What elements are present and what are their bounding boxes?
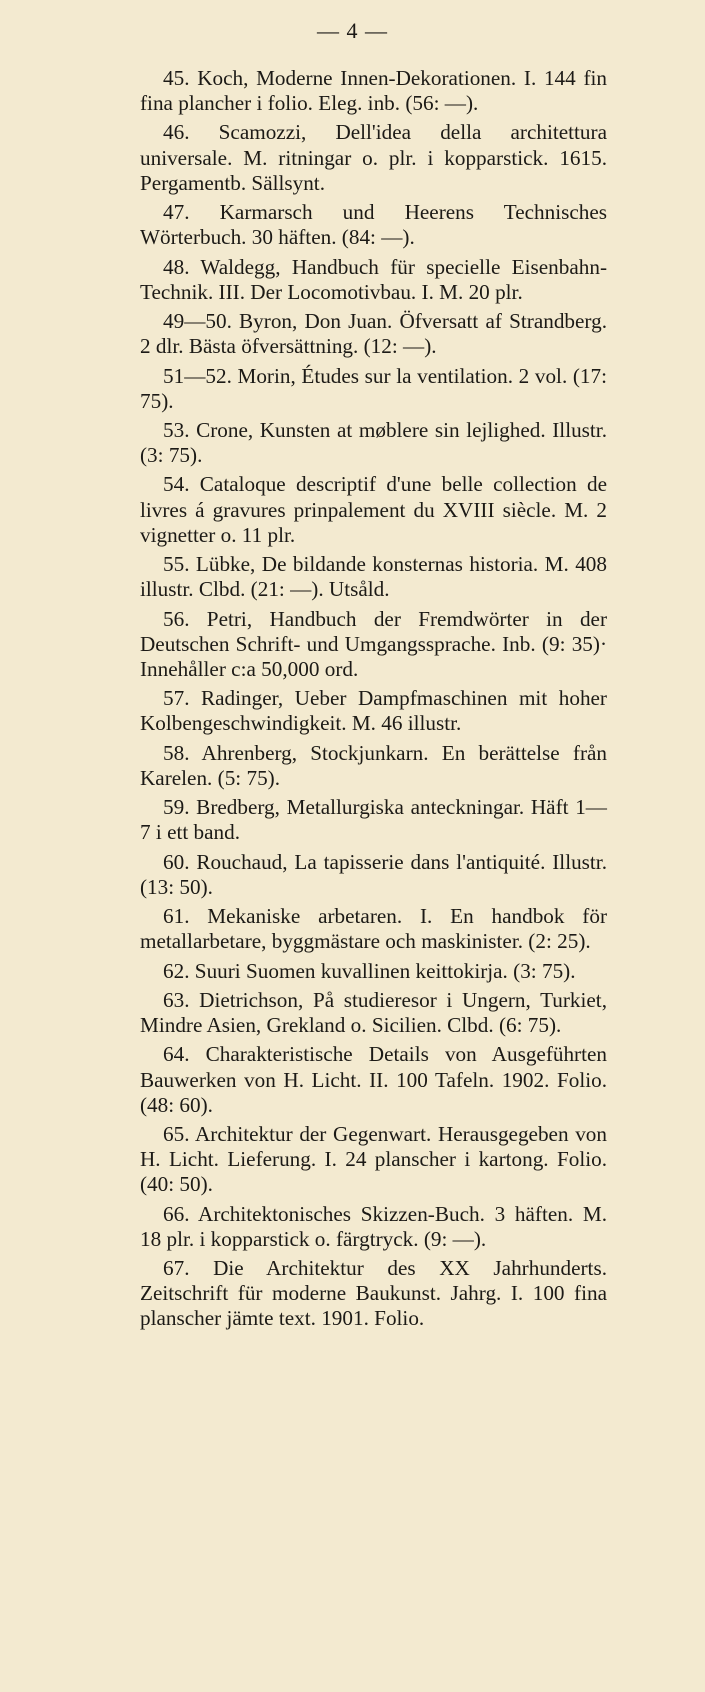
catalogue-entry-57: 57. Radinger, Ueber Dampfmaschinen mit hoher Kolbengeschwindigkeit. M. 46 illustr. [140,686,607,736]
catalogue-entry-47: 47. Karmarsch und Heerens Technisches Wörterbuch. 30 häften. (84: —). [140,200,607,250]
catalogue-entry-59: 59. Bredberg, Metallurgiska anteckningar. Häft 1—7 i ett band. [140,795,607,845]
catalogue-entry-55: 55. Lübke, De bildande konsternas historia. M. 408 illustr. Clbd. (21: —). Utsåld. [140,552,607,602]
catalogue-entries [140,66,607,1336]
catalogue-entry-64: 64. Charakteristische Details von Ausgeführten Bauwerken von H. Licht. II. 100 Tafeln. 1902. Folio. (48: 60). [140,1042,607,1117]
catalogue-entry-49-50: 49—50. Byron, Don Juan. Öfversatt af Strandberg. 2 dlr. Bästa öfversättning. (12: —). [140,309,607,359]
catalogue-entry-60: 60. Rouchaud, La tapisserie dans l'antiquité. Illustr. (13: 50). [140,849,607,899]
catalogue-entry-56: 56. Petri, Handbuch der Fremdwörter in der Deutschen Schrift- und Umgangssprache. Inb. (9: 35)· Innehåller c:a 50,000 ord. [140,606,607,681]
catalogue-entry-45: 45. Koch, Moderne Innen-Dekorationen. I. 144 fin fina plancher i folio. Eleg. inb. (56: —). [140,66,607,116]
catalogue-entry-48: 48. Waldegg, Handbuch für specielle Eisenbahn-Technik. III. Der Locomotivbau. I. M. 20 plr. [140,254,607,304]
catalogue-entry-53: 53. Crone, Kunsten at møblere sin lejlighed. Illustr. (3: 75). [140,418,607,468]
catalogue-entry-62: 62. Suuri Suomen kuvallinen keittokirja. (3: 75). [163,958,576,983]
catalogue-entry-58: 58. Ahrenberg, Stockjunkarn. En berättelse från Karelen. (5: 75). [140,740,607,790]
catalogue-entry-66: 66. Architektonisches Skizzen-Buch. 3 häften. M. 18 plr. i kopparstick o. färgtryck. (9: —). [140,1201,607,1251]
catalogue-entry-54: 54. Cataloque descriptif d'une belle collection de livres á gravures prinpalement du XVIII siècle. M. 2 vignetter o. 11 plr. [140,472,607,547]
catalogue-entry-63: 63. Dietrichson, På studieresor i Ungern, Turkiet, Mindre Asien, Grekland o. Sicilien. Clbd. (6: 75). [140,987,607,1038]
page-number: — 4 — [317,18,388,43]
catalogue-entry-51-52: 51—52. Morin, Études sur la ventilation. 2 vol. (17: 75). [140,363,607,413]
catalogue-entry-67: 67. Die Architektur des XX Jahrhunderts. Zeitschrift für moderne Baukunst. Jahrg. I. 100 fina planscher jämte text. 1901. Folio. [140,1256,607,1331]
catalogue-entry-61: 61. Mekaniske arbetaren. I. En handbok för metallarbetare, byggmästare och maskinister. (2: 25). [140,904,607,954]
catalogue-entry-65: 65. Architektur der Gegenwart. Herausgegeben von H. Licht. Lieferung. I. 24 planscher i kartong. Folio. (40: 50). [140,1122,607,1197]
catalogue-entry-46: 46. Scamozzi, Dell'idea della architettura universale. M. ritningar o. plr. i kopparstick. 1615. Pergamentb. Sällsynt. [140,120,607,195]
